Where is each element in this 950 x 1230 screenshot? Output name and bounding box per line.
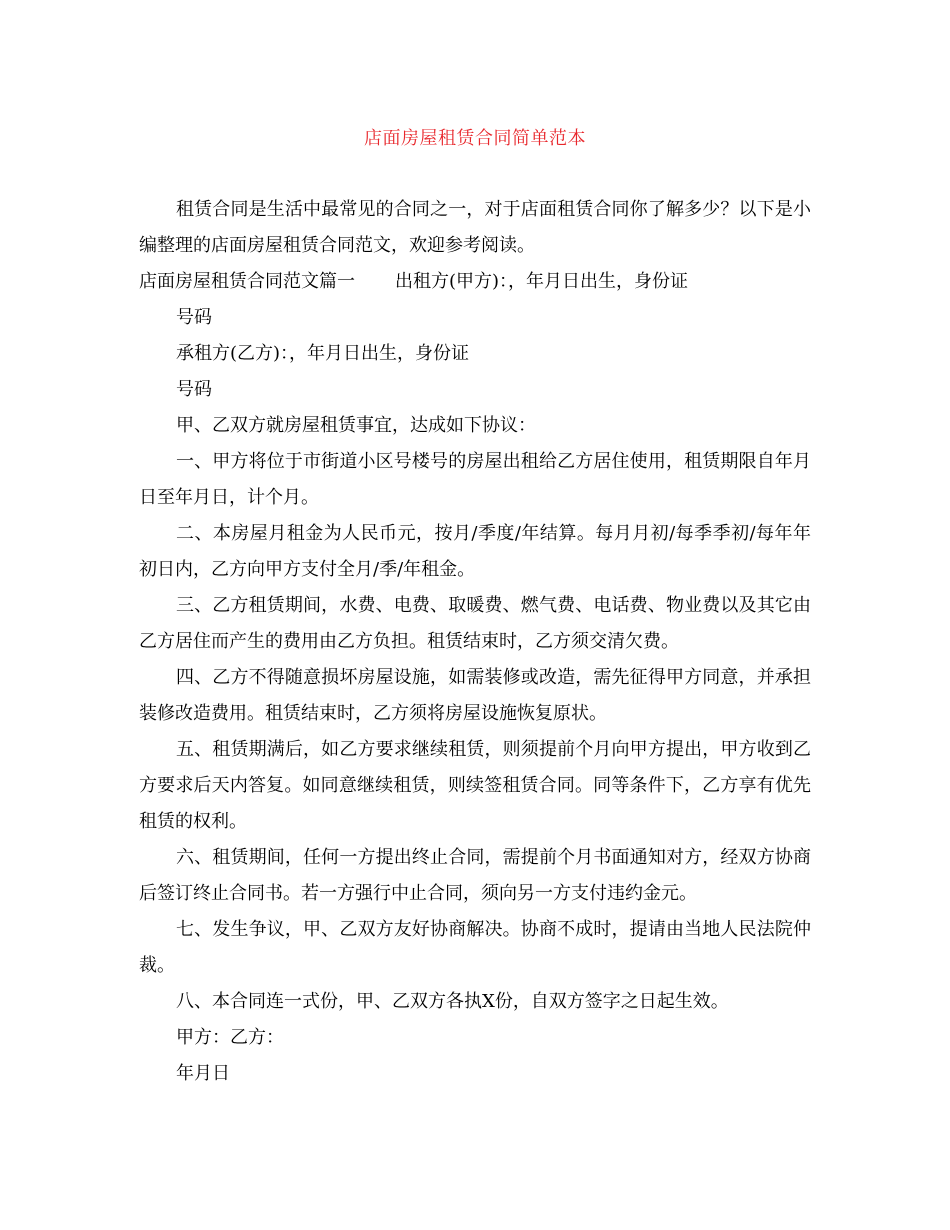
date-line: 年月日 — [176, 1063, 230, 1084]
agreement-intro: 甲、乙双方就房屋租赁事宜，达成如下协议： — [176, 415, 536, 436]
id-number-label-b: 号码 — [176, 379, 212, 400]
clause-3: 三、乙方租赁期间，水费、电费、取暖费、燃气费、电话费、物业费以及其它由乙方居住而产生的费用由乙方负担。租赁结束时，乙方须交清欠费。 — [139, 595, 811, 652]
lessee-line: 承租方(乙方)：，年月日出生，身份证 — [176, 343, 470, 364]
sample-heading: 店面房屋租赁合同范文篇一 — [139, 271, 355, 292]
document-body — [139, 192, 811, 1092]
clause-5: 五、租赁期满后，如乙方要求继续租赁，则须提前个月向甲方提出，甲方收到乙方要求后天内答复。如同意继续租赁，则续签租赁合同。同等条件下，乙方享有优先租赁的权利。 — [139, 739, 811, 832]
clause-7: 七、发生争议，甲、乙双方友好协商解决。协商不成时，提请由当地人民法院仲裁。 — [139, 919, 811, 976]
intro-paragraph: 租赁合同是生活中最常见的合同之一，对于店面租赁合同你了解多少？以下是小编整理的店面房屋租赁合同范文，欢迎参考阅读。 — [139, 199, 811, 256]
party-a-line — [139, 264, 811, 300]
document-title: 店面房屋租赁合同简单范本 — [364, 128, 586, 149]
clause-1: 一、甲方将位于市街道小区号楼号的房屋出租给乙方居住使用，租赁期限自年月日至年月日，计个月。 — [139, 451, 811, 508]
clause-4: 四、乙方不得随意损坏房屋设施，如需装修或改造，需先征得甲方同意，并承担装修改造费用。租赁结束时，乙方须将房屋设施恢复原状。 — [139, 667, 811, 724]
clause-2: 二、本房屋月租金为人民币元，按月/季度/年结算。每月月初/每季季初/每年年初日内，乙方向甲方支付全月/季/年租金。 — [139, 523, 811, 580]
id-number-label-a: 号码 — [176, 307, 212, 328]
signature-line: 甲方：乙方： — [176, 1027, 284, 1048]
clause-8: 八、本合同连一式份，甲、乙双方各执X份，自双方签字之日起生效。 — [176, 991, 729, 1012]
lessor-text: 出租方(甲方)：，年月日出生，身份证 — [395, 271, 689, 292]
clause-6: 六、租赁期间，任何一方提出终止合同，需提前个月书面通知对方，经双方协商后签订终止合同书。若一方强行中止合同，须向另一方支付违约金元。 — [139, 847, 811, 904]
